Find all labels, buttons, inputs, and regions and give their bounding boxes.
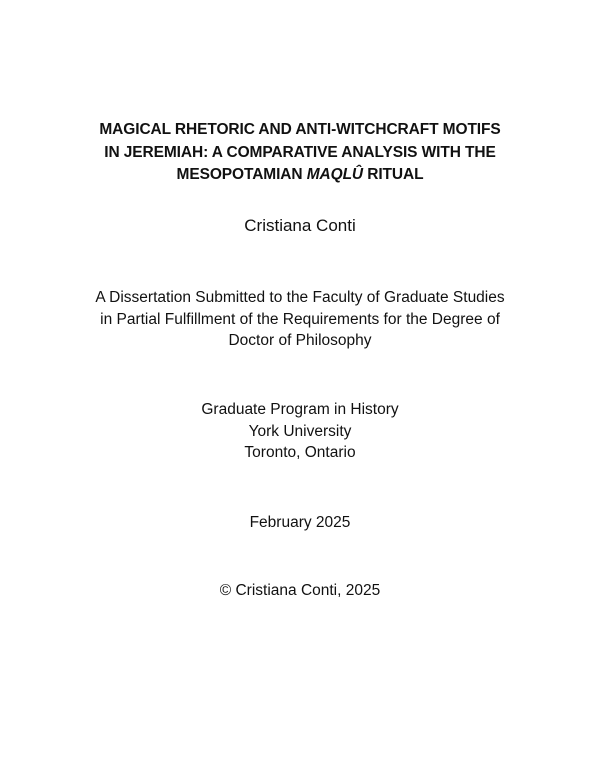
submission-date: February 2025 bbox=[249, 514, 351, 531]
location: Toronto, Ontario bbox=[244, 444, 356, 461]
title-line-1: MAGICAL RHETORIC AND ANTI-WITCHCRAFT MOTIFS bbox=[99, 121, 501, 138]
statement-line-3: Doctor of Philosophy bbox=[228, 332, 372, 349]
title-maqlu-italic: MAQLÛ bbox=[306, 166, 364, 183]
program-info bbox=[40, 399, 560, 464]
degree-statement bbox=[40, 287, 560, 352]
dissertation-title bbox=[40, 119, 560, 187]
title-line-3 bbox=[40, 164, 560, 187]
title-line-2: IN JEREMIAH: A COMPARATIVE ANALYSIS WITH THE bbox=[104, 143, 496, 161]
author-name: Cristiana Conti bbox=[244, 216, 356, 235]
title-line-3-suffix: RITUAL bbox=[363, 166, 424, 183]
university-name: York University bbox=[248, 422, 352, 440]
copyright-notice: © Cristiana Conti, 2025 bbox=[219, 582, 381, 599]
statement-line-2: in Partial Fulfillment of the Requirements for the Degree of bbox=[100, 310, 500, 328]
title-line-3-prefix: MESOPOTAMIAN bbox=[176, 166, 307, 183]
statement-line-1: A Dissertation Submitted to the Faculty of Graduate Studies bbox=[95, 289, 505, 306]
program-name: Graduate Program in History bbox=[201, 401, 399, 418]
